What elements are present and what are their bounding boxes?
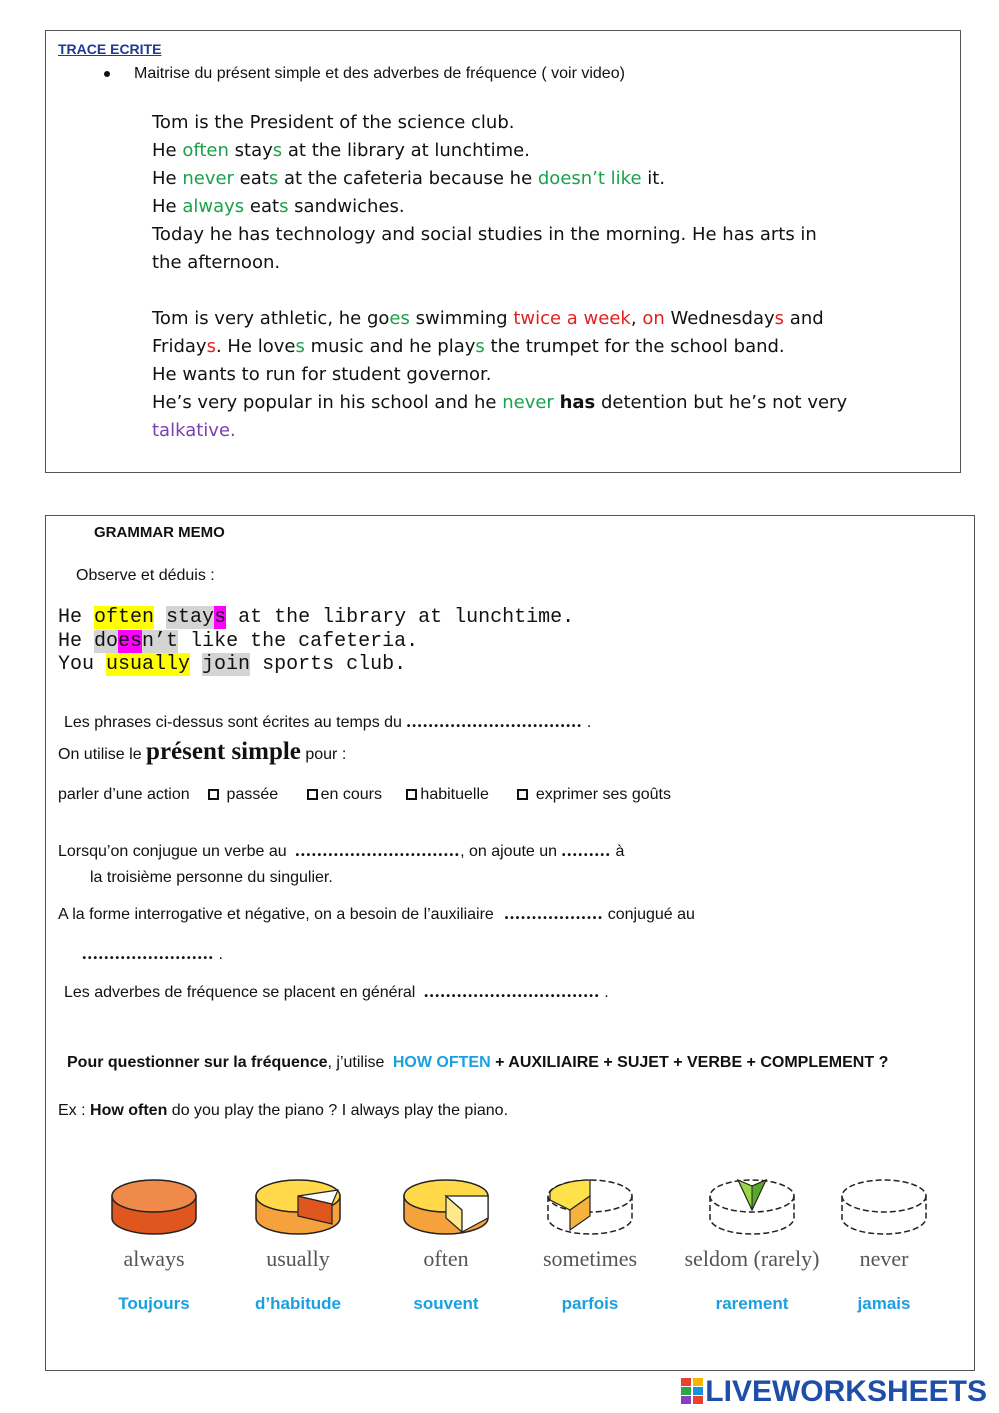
checkbox-icon[interactable] [406,789,417,800]
adverb-english: sometimes [542,1246,638,1271]
ending-highlight: es [389,308,410,329]
frequency-seldom [672,1166,832,1314]
story-line [152,249,847,277]
ending-highlight: s [268,168,279,189]
adverb-french: jamais [857,1294,911,1313]
option-label: habituelle [420,786,489,803]
story-segment: at the cafeteria because he [278,168,538,189]
rule-structure: + AUXILIAIRE + SUJET + VERBE + COMPLEMENT ? [495,1054,889,1071]
empty-cheese-icon [834,1166,934,1242]
verb-highlight: n’t [142,629,179,653]
how-often-label: HOW OFTEN [392,1054,491,1071]
example-text: do you play the piano ? I always play the piano. [167,1102,509,1119]
question-text: Les adverbes de fréquence se placent en général [64,984,416,1001]
question-conjugation [58,840,624,861]
frequency-expression: twice a week [513,308,631,329]
option-en-cours[interactable] [307,786,382,803]
example-line [58,630,574,654]
story-segment: Tom is the President of the science club. [152,112,515,133]
verb-highlight: stay [166,606,215,629]
story-blank-line [152,277,847,305]
liveworksheets-logo [681,1375,987,1409]
example-segment [154,606,166,629]
question-conjugation-line2: la troisième personne du singulier. [90,869,333,886]
logo-text: LIVEWORKSHEETS [705,1375,987,1408]
verb-highlight: join [202,653,251,676]
plural-highlight: s [774,308,785,329]
answer-blank-position[interactable]: ................................ [423,981,600,1001]
ending-highlight: s [279,196,289,217]
question-text: , on ajoute un [460,843,558,860]
story-segment: and [784,308,824,329]
story-segment: . He love [215,336,296,357]
example-segment: He [58,629,95,653]
adverb-highlight: often [182,140,229,161]
adverb-highlight: often [94,606,155,629]
plural-highlight: s [206,336,216,357]
story-segment: it. [641,168,666,189]
story-segment: the afternoon. [152,252,281,273]
example-bold: How often [90,1102,168,1119]
example-line [58,653,574,677]
answer-blank-auxiliary[interactable]: .................. [504,903,604,923]
story-segment: Today he has technology and social studies in the morning. He has arts in [152,224,817,245]
option-gouts[interactable] [517,786,671,803]
story-line [152,333,847,361]
example-segment: You [58,653,107,676]
observe-instruction: Observe et déduis : [76,567,215,584]
adverb-highlight: always [182,196,245,217]
answer-blank-ending[interactable]: ......... [561,840,611,860]
adverb-english: often [423,1246,469,1271]
adverb-highlight: usually [106,653,191,676]
story-segment: talkative. [152,420,236,441]
example-segment: He [58,606,95,629]
adverb-french: parfois [561,1294,619,1313]
example-segment: at the library at lunchtime. [226,606,575,629]
ending-highlight: s [272,140,283,161]
story-line [152,305,847,333]
ending-highlight: s [475,336,485,357]
frequency-never [814,1166,954,1314]
story-segment: the trumpet for the school band. [484,336,785,357]
story-segment: He [152,196,183,217]
option-label: passée [226,786,279,803]
quarter-cheese-icon [540,1166,640,1242]
story-segment: Friday [152,336,207,357]
question-text: Lorsqu’on conjugue un verbe au [58,843,287,860]
checkbox-icon[interactable] [208,789,219,800]
adverb-french: rarement [715,1294,789,1313]
question-text: On utilise le [58,746,142,763]
ending-highlight: es [118,629,143,653]
story-segment: sandwiches. [288,196,405,217]
full-cheese-icon [104,1166,204,1242]
story-segment: Tom is very athletic, he go [152,308,390,329]
grammar-memo-title: GRAMMAR MEMO [94,524,225,541]
adverb-french: Toujours [118,1294,190,1313]
adverb-english: always [123,1246,185,1271]
answer-blank-tense[interactable]: ................................ [406,711,583,731]
objective-bullet [104,65,625,83]
story-segment: He wants to run for student governor. [152,364,492,385]
story-segment: stay [228,140,273,161]
story-segment: swimming [409,308,514,329]
half-cheese-icon [396,1166,496,1242]
verb-highlight: do [94,629,119,653]
example-sentences [58,606,574,677]
story-line [152,165,847,193]
rule-text: , j’utilise [327,1054,385,1071]
answer-blank-auxiliary-tense[interactable]: ........................ [82,943,214,963]
story-text [152,109,847,445]
action-options [58,786,671,804]
example-line [58,606,574,630]
option-label: en cours [320,786,382,803]
story-segment: detention but he’s not very [595,392,848,413]
story-segment: eat [233,168,269,189]
punctuation: . [604,984,609,1001]
option-label: exprimer ses goûts [535,786,671,803]
option-passee[interactable] [208,786,278,803]
story-line [152,221,847,249]
adverb-english: seldom (rarely) [684,1246,820,1271]
question-auxiliary-line2 [82,943,223,964]
ending-highlight: s [214,606,227,629]
story-line [152,361,847,389]
adverb-french: souvent [413,1294,479,1313]
question-usage [58,738,346,766]
grammar-memo-box [45,515,975,1371]
logo-blocks-icon [681,1378,703,1404]
story-segment: He’s very popular in his school and he [152,392,503,413]
story-line [152,417,847,445]
objective-text: Maitrise du présent simple et des adverbes de fréquence ( voir video) [134,65,625,82]
frequency-expression: on [642,308,665,329]
frequency-often [376,1166,516,1314]
ending-highlight: s [295,336,305,357]
question-auxiliary [58,903,695,924]
story-segment: music and he play [304,336,476,357]
punctuation: . [218,946,223,963]
rule-bold: Pour questionner sur la fréquence [67,1054,328,1071]
story-segment: Wednesday [664,308,775,329]
checkbox-icon[interactable] [517,789,528,800]
question-text: pour : [305,746,347,763]
story-segment: He [152,140,183,161]
adverb-french: d’habitude [255,1294,341,1313]
present-simple-label: présent simple [146,738,301,765]
adverb-english: never [859,1246,909,1271]
adverb-highlight: never [182,168,234,189]
story-line [152,137,847,165]
bold-verb: has [559,392,596,413]
negation-highlight: doesn’t like [537,168,642,189]
example-label: Ex : [58,1102,91,1119]
slice-cheese-icon [702,1166,802,1242]
frequency-always [84,1166,224,1314]
punctuation: . [586,714,592,731]
example-how-often [58,1102,508,1120]
frequency-usually [228,1166,368,1314]
checkbox-icon[interactable] [307,789,318,800]
question-text: A la forme interrogative et négative, on a besoin de l’auxiliaire [58,906,494,923]
example-segment: like the cafeteria. [178,629,419,653]
example-segment [190,653,202,676]
answer-blank-tense-2[interactable]: .............................. [295,840,461,860]
frequency-sometimes [520,1166,660,1314]
story-segment: eat [244,196,280,217]
mostly-cheese-icon [248,1166,348,1242]
example-segment: sports club. [250,653,407,676]
question-text: parler d’une action [58,786,190,803]
story-line [152,389,847,417]
how-often-rule [67,1054,888,1072]
question-text: conjugué au [607,906,695,923]
story-segment: , [630,308,643,329]
trace-ecrite-box [45,30,961,473]
question-adverb-position [64,981,609,1002]
adverb-english: usually [266,1246,330,1271]
story-line [152,109,847,137]
bullet-dot-icon [104,71,110,77]
story-segment: He [152,168,183,189]
trace-title: TRACE ECRITE [58,41,162,57]
question-text: Les phrases ci-dessus sont écrites au temps du [64,714,402,731]
question-tense [64,711,591,732]
story-segment: at the library at lunchtime. [282,140,530,161]
story-line [152,193,847,221]
question-text: à [615,843,625,860]
adverb-highlight: never [502,392,554,413]
option-habituelle[interactable] [406,786,489,803]
